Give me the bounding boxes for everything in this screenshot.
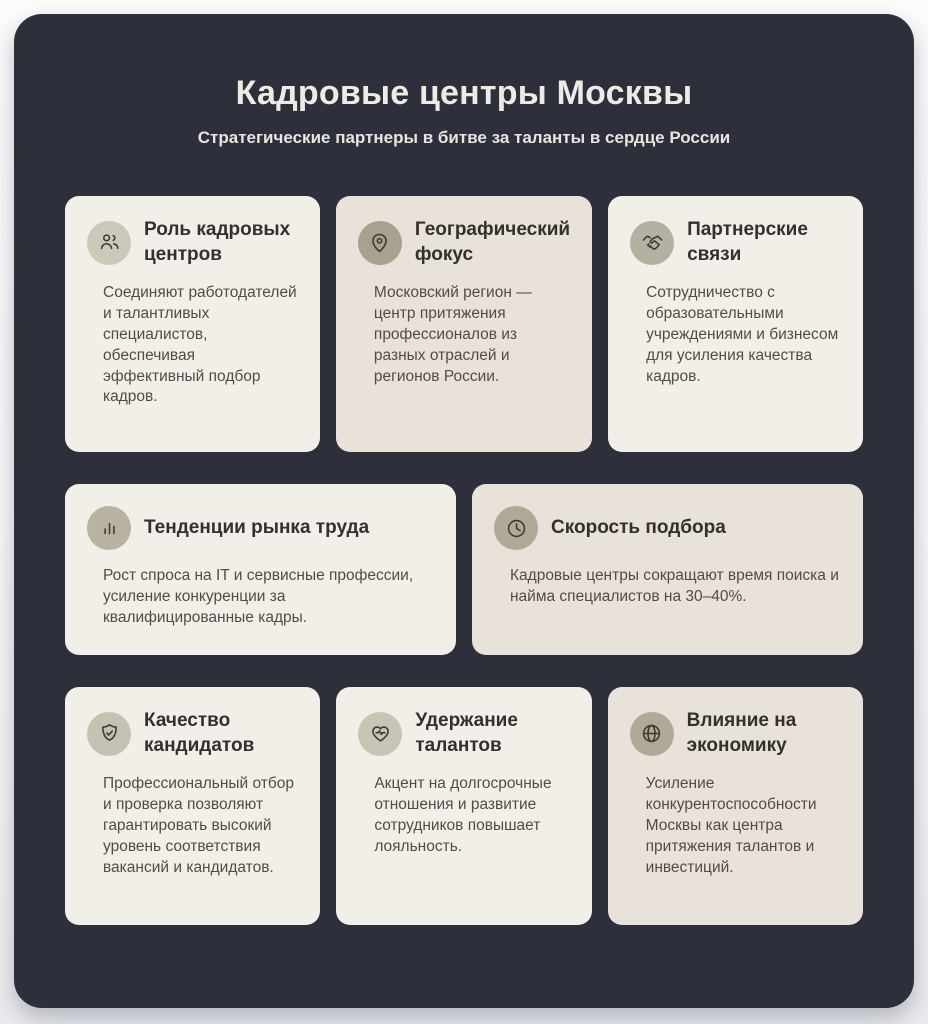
- card-head: [87, 506, 434, 550]
- card-body: Профессиональный отбор и проверка позволяют гарантировать высокий уровень соответствия вакансий и кандидатов.: [103, 775, 294, 876]
- cards-row-2: [65, 484, 863, 655]
- heart-pulse-icon: [358, 712, 402, 756]
- card-economic-impact: [608, 687, 863, 925]
- card-head: [494, 506, 841, 550]
- infographic-panel: [14, 14, 914, 1008]
- card-head: [630, 709, 841, 758]
- cards-row-3: [65, 687, 863, 925]
- card-title: Географический фокус: [414, 219, 571, 265]
- card-head: [358, 709, 569, 758]
- card-body: Соединяют работодателей и талантливых специалистов, обеспечивая эффективный подбор кадров.: [103, 284, 297, 406]
- page-subtitle: Стратегические партнеры в битве за таланты в сердце России: [197, 128, 731, 148]
- card-title: Скорость подбора: [551, 516, 726, 538]
- card-labor-market-trends: [65, 484, 456, 655]
- card-title: Тенденции рынка труда: [144, 516, 370, 538]
- card-hiring-speed: [472, 484, 863, 655]
- card-body: Рост спроса на IT и сервисные профессии, усиление конкуренции за квалифицированные кадры.: [103, 567, 414, 626]
- card-body: Кадровые центры сокращают время поиска и найма специалистов на 30–40%.: [510, 567, 839, 605]
- clock-icon: [494, 506, 538, 550]
- card-head: [87, 709, 298, 758]
- card-head: [630, 218, 841, 267]
- card-title: Качество кандидатов: [144, 710, 255, 756]
- card-body: Усиление конкурентоспособности Москвы как центра притяжения талантов и инвестиций.: [645, 775, 817, 876]
- card-candidate-quality: [65, 687, 320, 925]
- card-title: Удержание талантов: [415, 710, 518, 756]
- location-pin-icon: [358, 221, 402, 265]
- cards-container: [14, 148, 914, 925]
- card-geographic-focus: [336, 196, 592, 452]
- card-body: Акцент на долгосрочные отношения и развитие сотрудников повышает лояльность.: [374, 775, 552, 855]
- card-body: Московский регион — центр притяжения профессионалов из разных отраслей и регионов России.: [373, 284, 532, 385]
- bar-chart-icon: [87, 506, 131, 550]
- people-icon: [87, 221, 131, 265]
- card-title: Роль кадровых центров: [144, 219, 291, 265]
- cards-row-1: [65, 196, 863, 452]
- card-head: [358, 218, 570, 267]
- card-title: Влияние на экономику: [686, 710, 797, 756]
- page-title: Кадровые центры Москвы: [235, 74, 693, 112]
- card-partnership-links: [608, 196, 863, 452]
- globe-icon: [630, 712, 674, 756]
- card-body: Сотрудничество с образовательными учреждениями и бизнесом для усиления качества кадров.: [646, 284, 839, 385]
- card-talent-retention: [336, 687, 591, 925]
- handshake-icon: [630, 221, 674, 265]
- card-role-of-centers: [65, 196, 320, 452]
- header: [14, 14, 914, 148]
- shield-check-icon: [87, 712, 131, 756]
- card-head: [87, 218, 298, 267]
- card-title: Партнерские связи: [687, 219, 808, 265]
